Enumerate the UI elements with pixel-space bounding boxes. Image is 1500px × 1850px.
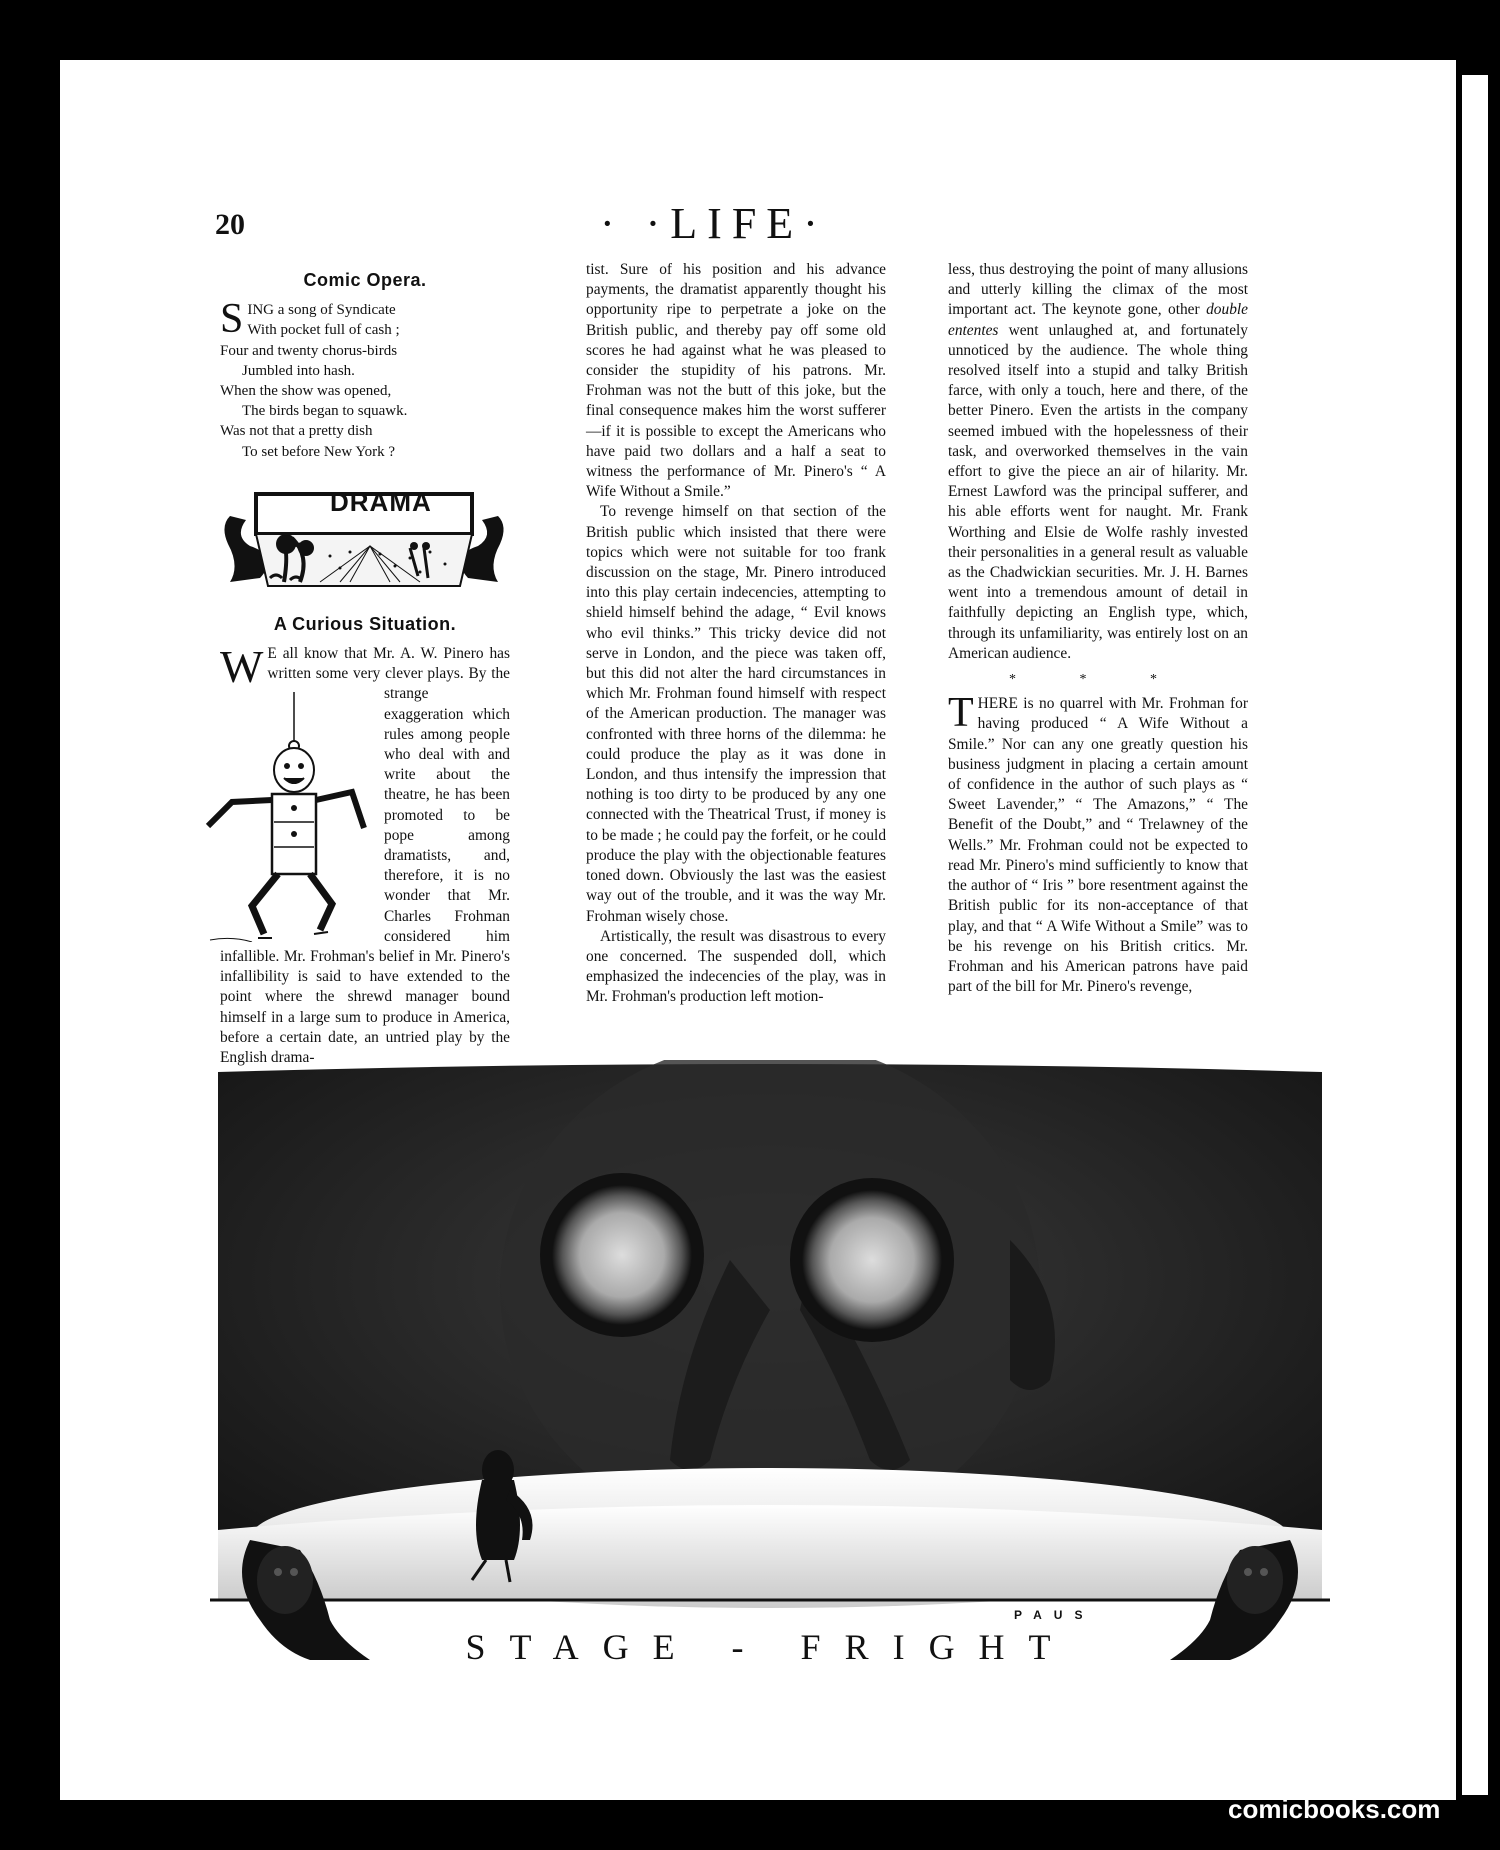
magazine-page bbox=[60, 60, 1456, 1800]
page-number: 20 bbox=[215, 208, 245, 241]
italic-run: double ententes bbox=[948, 301, 1248, 339]
illustration-caption: STAGE - FRIGHT bbox=[465, 1627, 1075, 1667]
poem-line: To set before New York ? bbox=[242, 443, 396, 460]
text-run: less, thus destroying the point of many allusions and utterly killing the climax of the most important act. The keynote gone, other bbox=[948, 261, 1248, 319]
column-3 bbox=[948, 260, 1248, 997]
comic-opera-heading: Comic Opera. bbox=[303, 270, 427, 290]
paragraph-continued bbox=[948, 260, 1248, 664]
poem-line: Was not that a pretty dish bbox=[220, 423, 373, 440]
curious-situation-body bbox=[220, 641, 510, 1068]
poem-line: The birds began to squawk. bbox=[242, 403, 408, 420]
poem-line: ING a song of Syndicate bbox=[247, 302, 396, 319]
stage-fright-artwork bbox=[210, 1060, 1330, 1680]
poem-line: When the show was opened, bbox=[220, 383, 392, 400]
poem-line: With pocket full of cash ; bbox=[247, 322, 400, 339]
column-1 bbox=[220, 260, 510, 1068]
watermark: comicbooks.com bbox=[1228, 1794, 1441, 1824]
puppet-drawing bbox=[202, 692, 372, 942]
artist-signature: PAUS bbox=[1014, 1608, 1095, 1622]
comic-opera-poem bbox=[220, 296, 510, 462]
text-run: went unlaughed at, and fortunately unnoticed by the audience. The whole thing resolved itself into a stupid and talky British farce, with only a touch, here and there, of the better Pinero. Even the artists in the company seemed imbued with the hopelessness of their task, and overworked themselves in the vain effort to give the piece an air of hilarity. Mr. Ernest Lawford was the principal sufferer, and his able efforts went for naught. Mr. Frank Worthing and Elsie de Wolfe rashly invested their personalities in a general result as valuable as the Chadwickian securities. Mr. J. H. Barnes went into a tremendous amount of detail in faithfully depicting an English type, which, through its unfamiliarity, was entirely lost on an American audience. bbox=[948, 321, 1248, 662]
article-dropcap: W bbox=[220, 641, 264, 693]
column-2 bbox=[586, 260, 886, 1008]
article-dropcap: T bbox=[948, 690, 974, 737]
curious-situation-paragraph: E all know that Mr. A. W. Pinero has written some very clever plays. By the strange exaggeration which rules among people who deal with and write about the theatre, he has been promoted to be pope among dramatists, and, therefore, it is no wonder that Mr. Charles Frohman considered him infallible. Mr. Frohman's belief in Mr. Pinero's infallibility is said to have extended to the point where the shrewd manager bound himself in a large sum to produce in America, before a certain date, an untried play by the English drama- bbox=[220, 645, 510, 1067]
text-run: HERE is no quarrel with Mr. Frohman for having produced “ A Wife Without a Smile.” Nor can any one greatly question his business judgment in placing a certain amount of confidence in the author of such plays as “ Sweet Lavender,” “ The Amazons,” “ The Benefit of the Doubt,” and “ Trelawney of the Wells.” Mr. Frohman could not be expected to read Mr. Pinero's mind sufficiently to know that the author of “ Iris ” bore resentment against the British public for its non-acceptance of that play, and that “ A Wife Without a Smile” was to be his revenge on his British critics. Mr. Frohman and his American patrons have paid part of the bill for Mr. Pinero's revenge, bbox=[948, 695, 1248, 996]
poem-line: Four and twenty chorus-birds bbox=[220, 342, 398, 359]
masthead-title: · ·LIFE· bbox=[600, 199, 828, 248]
stage-fright-illustration bbox=[210, 1060, 1330, 1680]
adjacent-page-edge bbox=[1462, 75, 1488, 1795]
poem-dropcap: S bbox=[220, 296, 244, 343]
paragraph bbox=[948, 690, 1248, 997]
curious-situation-heading: A Curious Situation. bbox=[273, 613, 457, 634]
jester-puppet-illustration bbox=[202, 692, 378, 946]
drama-banner bbox=[220, 486, 508, 594]
paragraph: Artistically, the result was disastrous to every one concerned. The suspended doll, which emphasized the indecencies of the play, was in Mr. Frohman's production left motion- bbox=[586, 927, 886, 1006]
poem-line: Jumbled into hash. bbox=[242, 362, 355, 379]
paragraph: To revenge himself on that section of the British public which insisted that there were topics which were not suitable for too frank discussion on the stage, Mr. Pinero introduced into this play certain indecencies, attempting to shield himself behind the adage, “ Evil knows who evil thinks.” This tricky device did not serve in London, and the piece was taken off, but this did not alter the hard circumstances in which Mr. Frohman found himself with respect of the American production. The manager was confronted with three horns of the dilemma: he could produce the play as it was done in London, and thus intensify the impression that nothing is too dirty to be produced by any one connected with the Theatrical Trust, if money is to be made ; he could pay the forfeit, or he could produce the play with the objectionable features toned down. Obviously the last was the easiest way out of the trouble, and it was the way Mr. Frohman wisely chose. bbox=[586, 503, 887, 925]
section-separator: * * * bbox=[1009, 672, 1187, 688]
paragraph-continued: tist. Sure of his position and his advance payments, the dramatist apparently thought his opportunity ripe to perpetrate a joke on the British public, and thereby pay off some old scores he had against what he was pleased to consider the stupidity of his patrons. Mr. Frohman was not the butt of this joke, but the final consequence makes him the worst sufferer—if it is possible to except the Americans who have paid two dollars and a half a seat to witness the performance of Mr. Pinero's “ A Wife Without a Smile.” bbox=[586, 261, 886, 501]
drama-banner-title: DRAMA bbox=[330, 486, 432, 517]
